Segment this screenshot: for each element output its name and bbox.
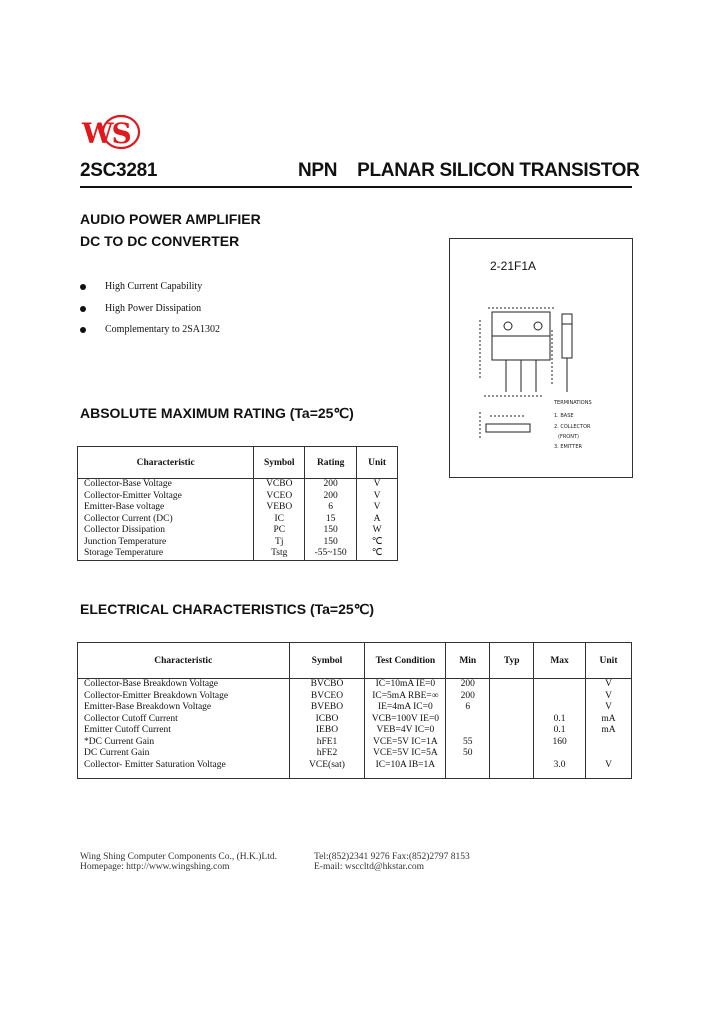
package-name: 2-21F1A <box>490 259 537 273</box>
table-cell: 50 <box>446 748 490 760</box>
footer-company: Wing Shing Computer Components Co., (H.K.)Ltd. <box>80 852 277 862</box>
table-cell <box>534 691 586 703</box>
table-cell <box>586 748 632 760</box>
table-cell: 55 <box>446 737 490 749</box>
table-cell: 150 <box>305 537 357 549</box>
footer-homepage[interactable]: Homepage: http://www.wingshing.com <box>80 862 230 872</box>
table-row <box>78 514 398 526</box>
header-rule <box>80 186 632 188</box>
table-cell: 150 <box>305 525 357 537</box>
table-cell: V <box>586 702 632 714</box>
table-cell: BVCBO <box>289 679 365 691</box>
feature-text: High Power Dissipation <box>105 303 202 314</box>
table-cell: 200 <box>446 679 490 691</box>
table-cell <box>586 737 632 749</box>
table-cell <box>490 748 534 760</box>
table-cell: Emitter-Base voltage <box>78 502 254 514</box>
table-cell: Collector- Emitter Saturation Voltage <box>78 760 290 779</box>
elec-title: ELECTRICAL CHARACTERISTICS (Ta=25℃) <box>80 601 375 617</box>
abs-max-table <box>77 446 398 561</box>
bullet-icon <box>80 284 86 290</box>
feature-text: High Current Capability <box>105 281 203 292</box>
part-number: 2SC3281 <box>80 160 158 181</box>
table-cell: Tj <box>254 537 305 549</box>
header-cell: Symbol <box>289 643 365 679</box>
svg-text:1. BASE: 1. BASE <box>554 413 574 419</box>
table-cell: Collector Cutoff Current <box>78 714 290 726</box>
table-cell: ℃ <box>357 548 398 560</box>
table-cell: Storage Temperature <box>78 548 254 560</box>
table-cell: Collector Current (DC) <box>78 514 254 526</box>
table-cell: 200 <box>446 691 490 703</box>
feature-text: Complementary to 2SA1302 <box>105 324 220 335</box>
elec-table <box>77 642 632 779</box>
table-cell: DC Current Gain <box>78 748 290 760</box>
table-cell: IC <box>254 514 305 526</box>
table-row <box>78 702 632 714</box>
table-row <box>78 537 398 549</box>
logo-text: WS <box>82 117 130 150</box>
table-row <box>78 491 398 503</box>
table-cell: V <box>586 760 632 779</box>
table-cell <box>490 691 534 703</box>
table-cell: V <box>357 502 398 514</box>
table-header-row <box>78 447 398 479</box>
table-row <box>78 479 398 491</box>
table-cell: BVEBO <box>289 702 365 714</box>
feature-item <box>80 281 202 292</box>
svg-text:TERMINATIONS: TERMINATIONS <box>554 400 592 406</box>
table-cell <box>534 702 586 714</box>
table-cell: VCE=5V IC=1A <box>365 737 446 749</box>
table-cell <box>490 737 534 749</box>
table-cell: V <box>357 491 398 503</box>
table-cell: Collector-Emitter Breakdown Voltage <box>78 691 290 703</box>
table-cell <box>490 725 534 737</box>
device-title: NPN PLANAR SILICON TRANSISTOR <box>298 160 640 181</box>
table-cell: V <box>357 479 398 491</box>
table-cell: 3.0 <box>534 760 586 779</box>
table-cell: hFE2 <box>289 748 365 760</box>
table-cell: ICBO <box>289 714 365 726</box>
table-row <box>78 760 632 779</box>
table-cell: V <box>586 679 632 691</box>
svg-text:2. COLLECTOR: 2. COLLECTOR <box>554 424 591 430</box>
abs-max-title: ABSOLUTE MAXIMUM RATING (Ta=25℃) <box>80 405 354 421</box>
header-cell: Rating <box>305 447 357 479</box>
table-cell <box>534 679 586 691</box>
header-cell: Typ <box>490 643 534 679</box>
application-1: AUDIO POWER AMPLIFIER <box>80 211 261 227</box>
table-cell: mA <box>586 714 632 726</box>
table-cell: 160 <box>534 737 586 749</box>
table-cell <box>446 725 490 737</box>
table-cell: *DC Current Gain <box>78 737 290 749</box>
feature-item <box>80 324 220 335</box>
table-cell: IC=5mA RBE=∞ <box>365 691 446 703</box>
table-cell: 6 <box>305 502 357 514</box>
table-header-row <box>78 643 632 679</box>
table-cell: PC <box>254 525 305 537</box>
table-cell <box>446 714 490 726</box>
table-cell <box>490 679 534 691</box>
footer-tel: Tel:(852)2341 9276 Fax:(852)2797 8153 <box>314 852 470 862</box>
table-row <box>78 737 632 749</box>
svg-text:3. EMITTER: 3. EMITTER <box>554 444 582 450</box>
table-cell <box>490 702 534 714</box>
svg-text:(FRONT): (FRONT) <box>558 434 579 440</box>
ws-logo <box>80 112 142 152</box>
header-cell: Unit <box>357 447 398 479</box>
table-cell: VCE=5V IC=5A <box>365 748 446 760</box>
table-cell: 0.1 <box>534 725 586 737</box>
table-cell: A <box>357 514 398 526</box>
table-cell: VEBO <box>254 502 305 514</box>
table-cell: Collector-Emitter Voltage <box>78 491 254 503</box>
table-row <box>78 679 632 691</box>
table-cell: mA <box>586 725 632 737</box>
table-cell: VEB=4V IC=0 <box>365 725 446 737</box>
table-cell: IC=10mA IE=0 <box>365 679 446 691</box>
table-cell: 200 <box>305 479 357 491</box>
header-cell: Test Condition <box>365 643 446 679</box>
table-cell: IC=10A IB=1A <box>365 760 446 779</box>
table-cell: 200 <box>305 491 357 503</box>
table-cell: 0.1 <box>534 714 586 726</box>
table-cell: ℃ <box>357 537 398 549</box>
table-cell: Junction Temperature <box>78 537 254 549</box>
table-cell: 6 <box>446 702 490 714</box>
header-cell: Symbol <box>254 447 305 479</box>
table-cell: Emitter-Base Breakdown Voltage <box>78 702 290 714</box>
table-cell: W <box>357 525 398 537</box>
header-cell: Max <box>534 643 586 679</box>
header-cell: Unit <box>586 643 632 679</box>
table-cell: BVCEO <box>289 691 365 703</box>
table-row <box>78 725 632 737</box>
table-cell: VCBO <box>254 479 305 491</box>
table-cell: Collector-Base Breakdown Voltage <box>78 679 290 691</box>
table-cell: hFE1 <box>289 737 365 749</box>
table-cell <box>490 760 534 779</box>
package-drawing <box>470 300 620 460</box>
header-cell: Characteristic <box>78 643 290 679</box>
feature-item <box>80 303 201 314</box>
table-row <box>78 714 632 726</box>
table-cell: VCEO <box>254 491 305 503</box>
table-cell: -55~150 <box>305 548 357 560</box>
table-cell <box>446 760 490 779</box>
table-cell: IE=4mA IC=0 <box>365 702 446 714</box>
header-cell: Min <box>446 643 490 679</box>
table-cell <box>490 714 534 726</box>
table-row <box>78 548 398 560</box>
bullet-icon <box>80 306 86 312</box>
table-cell: V <box>586 691 632 703</box>
table-cell: 15 <box>305 514 357 526</box>
table-row <box>78 525 398 537</box>
table-cell: IEBO <box>289 725 365 737</box>
table-cell <box>534 748 586 760</box>
table-row <box>78 691 632 703</box>
table-row <box>78 502 398 514</box>
footer-email[interactable]: E-mail: wsccltd@hkstar.com <box>314 862 425 872</box>
application-2: DC TO DC CONVERTER <box>80 233 240 249</box>
table-cell: VCE(sat) <box>289 760 365 779</box>
table-cell: Collector-Base Voltage <box>78 479 254 491</box>
header-cell: Characteristic <box>78 447 254 479</box>
table-cell: Tstg <box>254 548 305 560</box>
table-cell: Collector Dissipation <box>78 525 254 537</box>
table-row <box>78 748 632 760</box>
bullet-icon <box>80 327 86 333</box>
table-cell: Emitter Cutoff Current <box>78 725 290 737</box>
table-cell: VCB=100V IE=0 <box>365 714 446 726</box>
